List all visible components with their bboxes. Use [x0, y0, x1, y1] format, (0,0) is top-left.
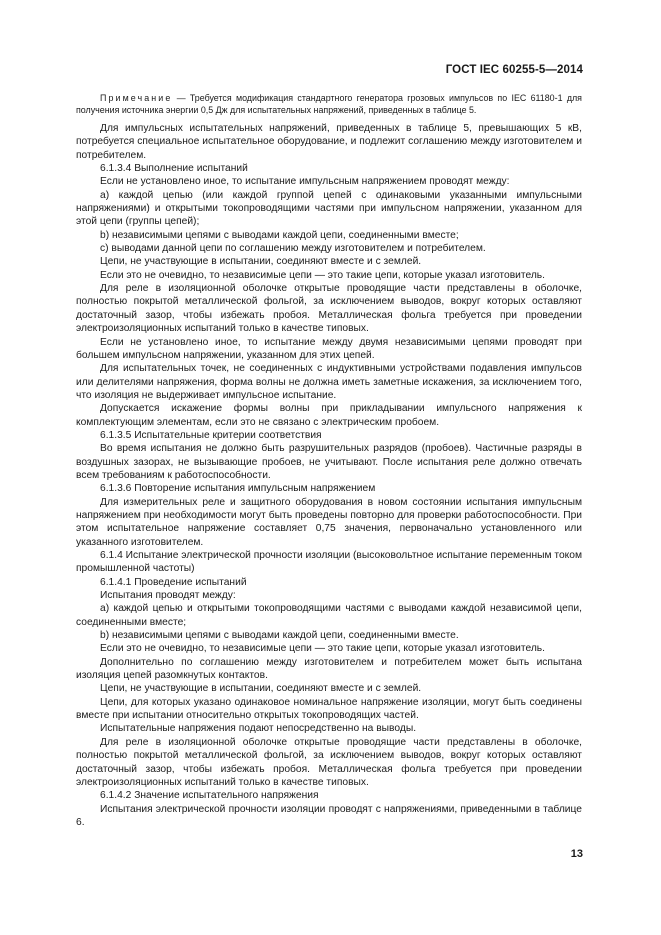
list-item: a) каждой цепью (или каждой группой цепей с одинаковыми указанными импульсными напряжениями) и открытыми токопроводящими частями при импульсном напряжении, указанном для этой цепи (группы цепей); — [76, 189, 582, 228]
paragraph: Допускается искажение формы волны при прикладывании импульсного напряжения к комплектующим элементам, если это не связано с электрическим пробоем. — [76, 403, 582, 428]
paragraph: Если не установлено иное, то испытание между двумя независимыми цепями проводят при большем импульсном напряжении, указанном для этих цепей. — [76, 336, 582, 361]
section-heading: 6.1.3.5 Испытательные критерии соответствия — [100, 429, 322, 441]
paragraph: Испытательные напряжения подают непосредственно на выводы. — [100, 723, 417, 735]
list-item: b) независимыми цепями с выводами каждой цепи, соединенными вместе; — [100, 229, 459, 241]
standard-designation: ГОСТ IEC 60255-5—2014 — [445, 64, 583, 76]
paragraph: Испытания проводят между: — [100, 590, 236, 602]
document-body — [76, 92, 582, 829]
paragraph: Цепи, для которых указано одинаковое номинальное напряжение изоляции, могут быть соединены вместе при испытании относительно открытых токопроводящих частей. — [76, 696, 582, 722]
paragraph: Для измерительных реле и защитного оборудования в новом состоянии испытания импульсным напряжением при необходимости могут быть проведены повторно для проверки работоспособности. При этом испытательное напряжение составляет 0,75 значения, первоначально установленного или указанного изготовителем. — [76, 496, 582, 548]
paragraph: Цепи, не участвующие в испытании, соединяют вместе и с землей. — [100, 683, 422, 695]
paragraph: Если не установлено иное, то испытание импульсным напряжением проводят между: — [100, 176, 510, 188]
list-item: b) независимыми цепями с выводами каждой цепи, соединенными вместе. — [100, 630, 459, 642]
note-text: — Требуется модификация стандартного генератора грозовых импульсов по IEC 61180-1 для получения источника энергии 0,5 Дж для испытательных напряжений, приведенных в таблице 5. — [76, 93, 582, 115]
paragraph: Для испытательных точек, не соединенных с индуктивными устройствами подавления импульсов или делителями напряжения, форма волны не должна иметь заметные искажения, за исключением того, что изоляция не выдерживает импульсное испытание. — [76, 363, 582, 401]
section-heading: 6.1.3.6 Повторение испытания импульсным напряжением — [100, 483, 376, 495]
paragraph: Если это не очевидно, то независимые цепи — это такие цепи, которые указал изготовитель. — [100, 643, 545, 655]
paragraph: Для реле в изоляционной оболочке открытые проводящие части представлены в оболочке, полностью покрытой металлической фольгой, за исключением выводов, вокруг которых оставляют достаточный зазор, чтобы избежать пробоя. Металлическая фольга требуется при проведении электроизоляционных испытаний только в качестве типовых. — [76, 283, 582, 335]
paragraph: Для реле в изоляционной оболочке открытые проводящие части представлены в оболочке, полностью покрытой металлической фольгой, за исключением выводов, вокруг которых оставляют достаточный зазор, чтобы избежать пробоя. Металлическая фольга требуется при проведении электроизоляционных испытаний только в качестве типовых. — [76, 736, 582, 788]
note-label: Примечание — [100, 93, 173, 103]
paragraph: Для импульсных испытательных напряжений, приведенных в таблице 5, превышающих 5 кВ, потребуется специальное испытательное оборудование, и подлежит соглашению между изготовителем и потребителем. — [76, 123, 582, 161]
paragraph: Если это не очевидно, то независимые цепи — это такие цепи, которые указал изготовитель. — [100, 269, 545, 281]
section-heading: 6.1.4.1 Проведение испытаний — [100, 576, 247, 588]
page-number: 13 — [570, 848, 583, 860]
section-heading: 6.1.3.4 Выполнение испытаний — [100, 163, 248, 175]
paragraph: Дополнительно по соглашению между изготовителем и потребителем может быть испытана изоляция цепей разомкнутых контактов. — [76, 656, 582, 682]
paragraph: Во время испытания не должно быть разрушительных разрядов (пробоев). Частичные разряды в воздушных зазорах, не вызывающие пробоев, не учитывают. После испытания реле должно отвечать всем требованиям к работоспособности. — [76, 443, 582, 481]
list-item: c) выводами данной цепи по соглашению между изготовителем и потребителем. — [100, 243, 486, 255]
list-item: a) каждой цепью и открытыми токопроводящими частями с выводами каждой независимой цепи, соединенными вместе; — [76, 603, 582, 628]
section-heading: 6.1.4.2 Значение испытательного напряжения — [100, 790, 319, 802]
section-heading: 6.1.4 Испытание электрической прочности изоляции (высоковольтное испытание переменным током промышленной частоты) — [76, 550, 583, 575]
paragraph: Цепи, не участвующие в испытании, соединяют вместе и с землей. — [100, 256, 422, 268]
note — [76, 92, 582, 116]
paragraph: Испытания электрической прочности изоляции проводят с напряжениями, приведенными в таблице 6. — [76, 803, 582, 828]
